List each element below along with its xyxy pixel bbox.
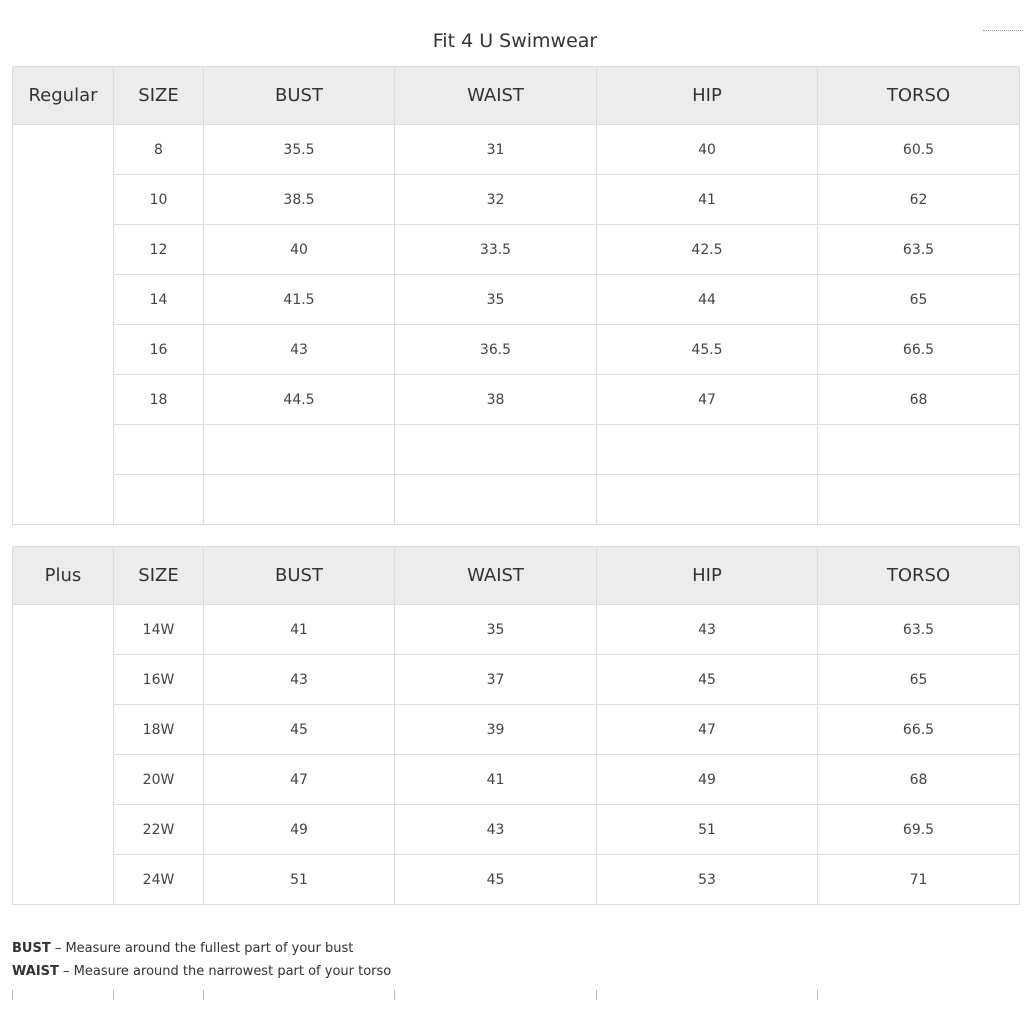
column-header-torso: TORSO <box>818 67 1020 125</box>
size-cell: 20W <box>114 755 204 805</box>
column-header-torso: TORSO <box>818 547 1020 605</box>
bust-cell: 49 <box>204 805 395 855</box>
size-cell: 16 <box>114 325 204 375</box>
legend-term: BUST <box>12 941 51 956</box>
tick <box>394 990 395 1000</box>
empty-cell <box>597 475 818 525</box>
empty-cell <box>204 425 395 475</box>
table-row-empty <box>13 475 1020 525</box>
waist-cell: 36.5 <box>395 325 597 375</box>
size-cell: 14 <box>114 275 204 325</box>
column-header-hip: HIP <box>597 547 818 605</box>
size-cell: 18 <box>114 375 204 425</box>
regular-size-table <box>12 66 1020 525</box>
torso-cell: 60.5 <box>818 125 1020 175</box>
waist-cell: 31 <box>395 125 597 175</box>
hip-cell: 49 <box>597 755 818 805</box>
empty-cell <box>395 475 597 525</box>
bust-cell: 43 <box>204 655 395 705</box>
hip-cell: 43 <box>597 605 818 655</box>
empty-cell <box>204 475 395 525</box>
legend-text: – Measure around the fullest part of your bust <box>50 941 354 956</box>
waist-cell: 43 <box>395 805 597 855</box>
size-cell: 10 <box>114 175 204 225</box>
column-header-size: SIZE <box>114 67 204 125</box>
empty-cell <box>395 425 597 475</box>
size-cell: 22W <box>114 805 204 855</box>
column-header-waist: WAIST <box>395 547 597 605</box>
legend-waist <box>12 964 391 979</box>
page-title: Fit 4 U Swimwear <box>432 30 598 52</box>
torso-cell: 65 <box>818 275 1020 325</box>
plus-size-table <box>12 546 1020 905</box>
table-header-row <box>13 67 1020 125</box>
torso-cell: 68 <box>818 375 1020 425</box>
bust-cell: 47 <box>204 755 395 805</box>
hip-cell: 45.5 <box>597 325 818 375</box>
waist-cell: 35 <box>395 275 597 325</box>
empty-cell <box>597 425 818 475</box>
empty-cell <box>114 425 204 475</box>
torso-cell: 68 <box>818 755 1020 805</box>
torso-cell: 62 <box>818 175 1020 225</box>
bust-cell: 38.5 <box>204 175 395 225</box>
torso-cell: 69.5 <box>818 805 1020 855</box>
table-row <box>13 225 1020 275</box>
group-label: Regular <box>13 67 114 125</box>
tick <box>596 990 597 1000</box>
size-cell: 16W <box>114 655 204 705</box>
legend-text: – Measure around the narrowest part of your torso <box>58 964 392 979</box>
waist-cell: 33.5 <box>395 225 597 275</box>
size-cell: 18W <box>114 705 204 755</box>
bust-cell: 41 <box>204 605 395 655</box>
column-header-bust: BUST <box>204 547 395 605</box>
bust-cell: 35.5 <box>204 125 395 175</box>
table-row <box>13 175 1020 225</box>
tick <box>817 990 818 1000</box>
bust-cell: 51 <box>204 855 395 905</box>
bust-cell: 41.5 <box>204 275 395 325</box>
waist-cell: 45 <box>395 855 597 905</box>
hip-cell: 45 <box>597 655 818 705</box>
torso-cell: 63.5 <box>818 605 1020 655</box>
table-row <box>13 325 1020 375</box>
empty-cell <box>818 475 1020 525</box>
size-cell: 24W <box>114 855 204 905</box>
waist-cell: 37 <box>395 655 597 705</box>
torso-cell: 65 <box>818 655 1020 705</box>
table-row <box>13 855 1020 905</box>
column-header-bust: BUST <box>204 67 395 125</box>
waist-cell: 39 <box>395 705 597 755</box>
hip-cell: 53 <box>597 855 818 905</box>
size-cell: 14W <box>114 605 204 655</box>
hip-cell: 44 <box>597 275 818 325</box>
hip-cell: 47 <box>597 375 818 425</box>
hip-cell: 41 <box>597 175 818 225</box>
torso-cell: 71 <box>818 855 1020 905</box>
table-row-empty <box>13 425 1020 475</box>
waist-cell: 32 <box>395 175 597 225</box>
table-row <box>13 605 1020 655</box>
tick <box>203 990 204 1000</box>
empty-cell <box>114 475 204 525</box>
group-cell <box>13 125 114 525</box>
torso-cell: 63.5 <box>818 225 1020 275</box>
bottom-divider-ticks <box>0 990 1024 1002</box>
waist-cell: 41 <box>395 755 597 805</box>
column-header-size: SIZE <box>114 547 204 605</box>
table-row <box>13 125 1020 175</box>
corner-mark <box>983 26 1023 31</box>
hip-cell: 40 <box>597 125 818 175</box>
bust-cell: 44.5 <box>204 375 395 425</box>
hip-cell: 42.5 <box>597 225 818 275</box>
tick <box>113 990 114 1000</box>
group-cell <box>13 605 114 905</box>
bust-cell: 45 <box>204 705 395 755</box>
legend-term: WAIST <box>12 964 59 979</box>
waist-cell: 38 <box>395 375 597 425</box>
torso-cell: 66.5 <box>818 325 1020 375</box>
size-cell: 12 <box>114 225 204 275</box>
column-header-waist: WAIST <box>395 67 597 125</box>
bust-cell: 40 <box>204 225 395 275</box>
group-label: Plus <box>13 547 114 605</box>
column-header-hip: HIP <box>597 67 818 125</box>
table-row <box>13 805 1020 855</box>
hip-cell: 47 <box>597 705 818 755</box>
table-row <box>13 755 1020 805</box>
table-header-row <box>13 547 1020 605</box>
table-row <box>13 655 1020 705</box>
torso-cell: 66.5 <box>818 705 1020 755</box>
table-row <box>13 275 1020 325</box>
hip-cell: 51 <box>597 805 818 855</box>
size-cell: 8 <box>114 125 204 175</box>
tick <box>12 990 13 1000</box>
bust-cell: 43 <box>204 325 395 375</box>
empty-cell <box>818 425 1020 475</box>
table-row <box>13 705 1020 755</box>
waist-cell: 35 <box>395 605 597 655</box>
legend-bust <box>12 941 353 956</box>
table-row <box>13 375 1020 425</box>
